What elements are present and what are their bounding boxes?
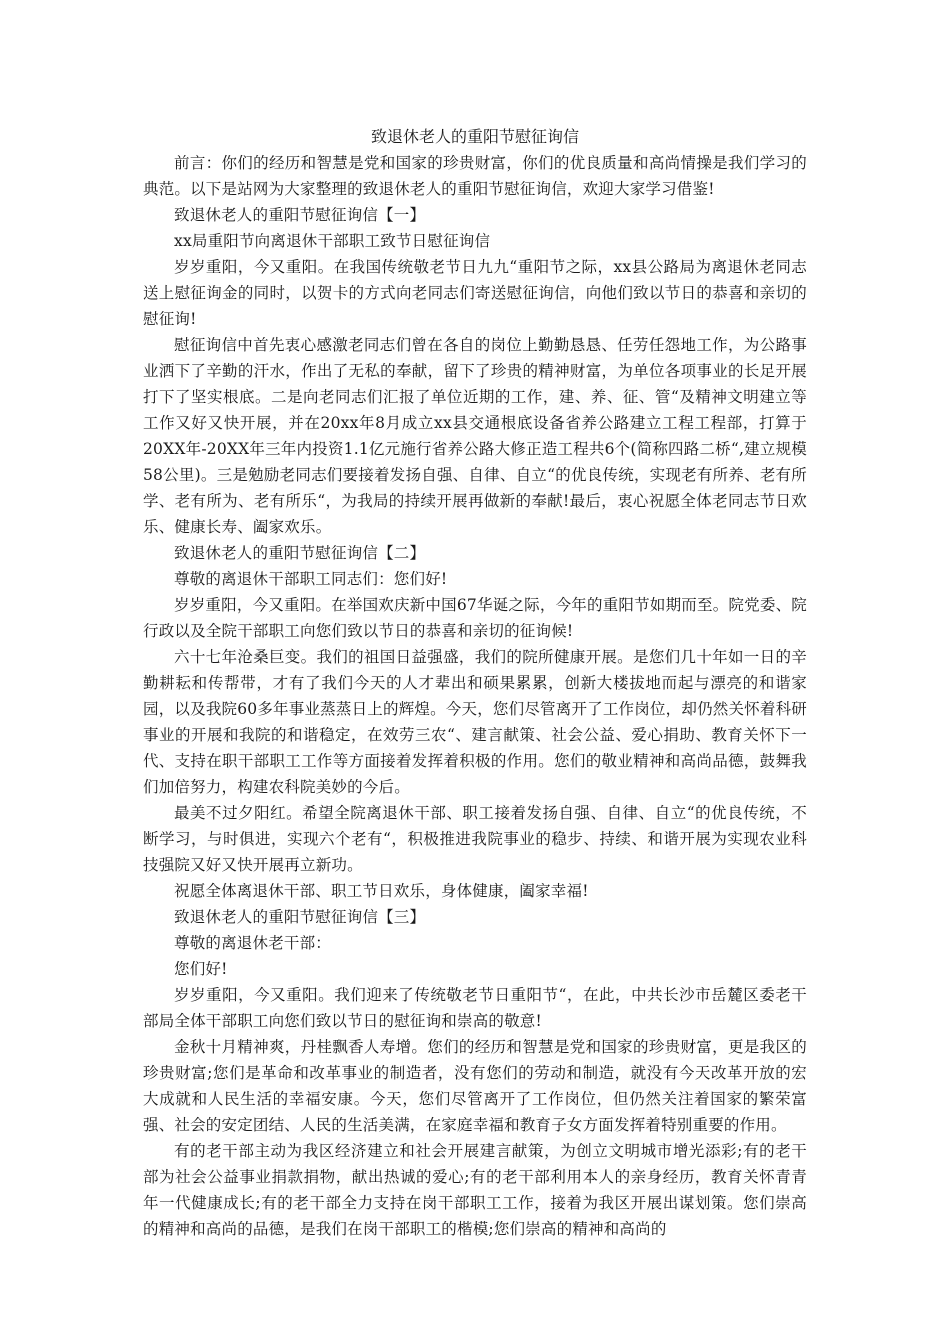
paragraph-preface: 前言：你们的经历和智慧是党和国家的珍贵财富，你们的优良质量和高尚情操是我们学习的典范。以下是站网为大家整理的致退休老人的重阳节慰征询信，欢迎大家学习借鉴! bbox=[143, 154, 807, 198]
paragraph: 岁岁重阳，今又重阳。我们迎来了传统敬老节日重阳节“，在此，中共长沙市岳麓区委老干部局全体干部职工向您们致以节日的慰征询和崇高的敬意! bbox=[143, 986, 807, 1030]
section-heading-1: 致退休老人的重阳节慰征询信【一】 bbox=[174, 206, 426, 224]
paragraph: 岁岁重阳，今又重阳。在我国传统敬老节日九九“重阳节之际，xx县公路局为离退休老同志送上慰征询金的同时，以贺卡的方式向老同志们寄送慰征询信，向他们致以节日的恭喜和亲切的慰征询! bbox=[143, 258, 807, 328]
paragraph: 最美不过夕阳红。希望全院离退休干部、职工接着发扬自强、自律、自立“的优良传统，不断学习，与时俱进，实现六个老有“，积极推进我院事业的稳步、持续、和谐开展为实现农业科技强院又好又快开展再立新功。 bbox=[143, 804, 807, 874]
letter-1-title: xx局重阳节向离退休干部职工致节日慰征询信 bbox=[174, 232, 491, 250]
document-title: 致退休老人的重阳节慰征询信 bbox=[370, 127, 579, 146]
paragraph: 六十七年沧桑巨变。我们的祖国日益强盛，我们的院所健康开展。是您们几十年如一日的辛勤耕耘和传帮带，才有了我们今天的人才辈出和硕果累累，创新大楼拔地而起与漂亮的和谐家园，以及我院60多年事业蒸蒸日上的辉煌。今天，您们尽管离开了工作岗位，却仍然关怀着科研事业的开展和我院的和谐稳定，在效劳三农“、建言献策、社会公益、爱心捐助、教育关怀下一代、支持在职干部职工工作等方面接着发挥着积极的作用。您们的敬业精神和高尚品德，鼓舞我们加倍努力，构建农科院美妙的今后。 bbox=[143, 648, 807, 796]
section-heading-3: 致退休老人的重阳节慰征询信【三】 bbox=[174, 908, 426, 926]
paragraph: 祝愿全体离退休干部、职工节日欢乐，身体健康，阖家幸福! bbox=[174, 882, 589, 900]
section-heading-2: 致退休老人的重阳节慰征询信【二】 bbox=[174, 544, 426, 562]
salutation: 尊敬的离退休老干部： bbox=[174, 934, 332, 952]
greeting: 您们好! bbox=[174, 960, 228, 978]
document-page bbox=[143, 124, 807, 1242]
paragraph: 慰征询信中首先衷心感激老同志们曾在各自的岗位上勤勤恳恳、任劳任怨地工作，为公路事业洒下了辛勤的汗水，作出了无私的奉献，留下了珍贵的精神财富，为单位各项事业的长足开展打下了坚实根底。二是向老同志们汇报了单位近期的工作，建、养、征、管“及精神文明建立等工作又好又快开展，并在20xx年8月成立xx县交通根底设备省养公路建立工程工程部，打算于20XX年-20XX年三年内投资1.1亿元施行省养公路大修正造工程共6个(简称四路二桥“,建立规模58公里)。三是勉励老同志们要接着发扬自强、自律、自立“的优良传统，实现老有所养、老有所学、老有所为、老有所乐“，为我局的持续开展再做新的奉献!最后，衷心祝愿全体老同志节日欢乐、健康长寿、阖家欢乐。 bbox=[143, 336, 807, 536]
paragraph: 岁岁重阳，今又重阳。在举国欢庆新中国67华诞之际，今年的重阳节如期而至。院党委、院行政以及全院干部职工向您们致以节日的恭喜和亲切的征询候! bbox=[143, 596, 807, 640]
paragraph: 有的老干部主动为我区经济建立和社会开展建言献策，为创立文明城市增光添彩;有的老干部为社会公益事业捐款捐物，献出热诚的爱心;有的老干部利用本人的亲身经历，教育关怀青青年一代健康成长;有的老干部全力支持在岗干部职工工作，接着为我区开展出谋划策。您们崇高的精神和高尚的品德，是我们在岗干部职工的楷模;您们崇高的精神和高尚的 bbox=[143, 1142, 807, 1238]
salutation: 尊敬的离退休干部职工同志们：您们好! bbox=[174, 570, 448, 588]
paragraph: 金秋十月精神爽，丹桂飘香人寿增。您们的经历和智慧是党和国家的珍贵财富，更是我区的珍贵财富;您们是革命和改革事业的制造者，没有您们的劳动和制造，就没有今天改革开放的宏大成就和人民生活的幸福安康。今天，您们尽管离开了工作岗位，但仍然关注着国家的繁荣富强、社会的安定团结、人民的生活美满，在家庭幸福和教育子女方面发挥着特别重要的作用。 bbox=[143, 1038, 807, 1134]
